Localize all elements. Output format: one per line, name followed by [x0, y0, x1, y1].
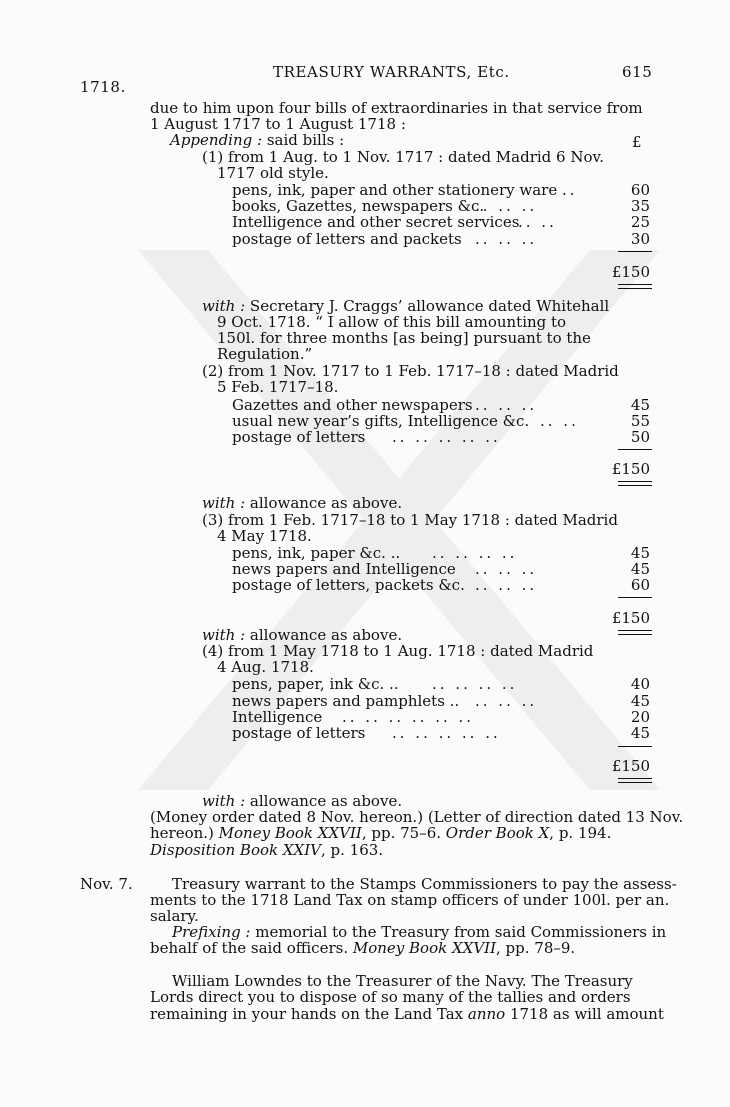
leader-dots: .. .. ..: [475, 576, 538, 594]
running-year: 1718.: [80, 78, 126, 96]
bill-heading: (4) from 1 May 1718 to 1 Aug. 1718 : dated Madrid: [202, 642, 594, 660]
sum-rule: [618, 597, 652, 598]
with-line: [202, 495, 402, 511]
with-label: with :: [202, 494, 246, 512]
bill-item: news papers and Intelligence: [232, 560, 456, 578]
with-text: allowance as above.: [245, 626, 403, 644]
entry-line: Treasury warrant to the Stamps Commissioners to pay the assess-: [172, 875, 677, 893]
entry-line: [150, 940, 575, 956]
entry-text: behalf of the said officers.: [150, 939, 353, 957]
entry-line: salary.: [150, 907, 199, 925]
total-double-rule: [618, 778, 652, 783]
entry-line: William Lowndes to the Treasurer of the Navy. The Treasury: [172, 972, 633, 990]
closing-text: hereon.): [150, 824, 219, 842]
leader-dots: .. .. ..: [475, 230, 538, 248]
bill-item: postage of letters: [232, 724, 366, 742]
total-double-rule: [618, 284, 652, 289]
with-line: [202, 298, 609, 314]
bill-heading: (2) from 1 Nov. 1717 to 1 Feb. 1717–18 : dated Madrid: [202, 362, 619, 380]
entry-text: 1718 as will amount: [505, 1005, 664, 1023]
bill-item: Intelligence: [232, 708, 323, 726]
bill-amount: 30: [630, 230, 650, 248]
bill-item: news papers and pamphlets ..: [232, 692, 460, 710]
entry-line: Lords direct you to dispose of so many of the tallies and orders: [150, 988, 631, 1006]
bill-item: postage of letters and packets: [232, 230, 462, 248]
with-line: [202, 627, 402, 643]
bill-total: £150: [611, 609, 650, 627]
bill-item: pens, ink, paper &c. ..: [232, 544, 401, 562]
bill-item: postage of letters: [232, 428, 366, 446]
bill-amount: 60: [630, 181, 650, 199]
bill-amount: 60: [630, 576, 650, 594]
intro-line: due to him upon four bills of extraordinaries in that service from: [150, 99, 643, 117]
appending-label: Appending :: [170, 131, 263, 149]
leader-dots: .. .. .. .. ..: [392, 428, 501, 446]
bill-item: usual new year’s gifts, Intelligence &c.: [232, 412, 530, 430]
with-text: Secretary J. Craggs’ allowance dated Whitehall: [245, 297, 610, 315]
bill-amount: 45: [630, 396, 650, 414]
closing-line: [150, 825, 611, 841]
closing-text: , p. 163.: [321, 841, 384, 859]
total-double-rule: [618, 481, 652, 486]
bill-amount: 25: [630, 213, 650, 231]
entry-line: [150, 1006, 664, 1022]
page-title: TREASURY WARRANTS, Etc.: [273, 63, 510, 81]
bill-heading: 4 Aug. 1718.: [217, 658, 314, 676]
leader-dots: ..: [562, 181, 578, 199]
with-label: with :: [202, 792, 246, 810]
entry-date: Nov. 7.: [80, 875, 133, 893]
bill-total: £150: [611, 757, 650, 775]
order-book-ref: Order Book X: [445, 824, 550, 842]
entry-line: [172, 924, 666, 940]
prefixing-label: Prefixing :: [172, 923, 251, 941]
closing-line: [150, 842, 383, 858]
leader-dots: .. .. .. ..: [432, 544, 518, 562]
bill-total: £150: [611, 263, 650, 281]
money-book-ref: Money Book XXVII: [218, 824, 362, 842]
bill-heading: 5 Feb. 1717–18.: [217, 378, 339, 396]
leader-dots: .. .. .. .. .. ..: [342, 708, 475, 726]
bill-item: Intelligence and other secret services: [232, 213, 520, 231]
entry-line: ments to the 1718 Land Tax on stamp officers of under 100l. per an.: [150, 891, 670, 909]
leader-dots: .. .. .. ..: [432, 675, 518, 693]
entry-text: , pp. 78–9.: [496, 939, 576, 957]
sum-rule: [618, 251, 652, 252]
appending-text: said bills :: [262, 131, 345, 149]
with-label: with :: [202, 626, 246, 644]
bill-item: pens, ink, paper and other stationery ware: [232, 181, 558, 199]
page-number: 615: [622, 63, 653, 81]
bill-heading: (1) from 1 Aug. to 1 Nov. 1717 : dated Madrid 6 Nov.: [202, 148, 604, 166]
bill-amount: 50: [630, 428, 650, 446]
closing-line: (Money order dated 8 Nov. hereon.) (Letter of direction dated 13 Nov.: [150, 808, 684, 826]
intro-line: 1 August 1717 to 1 August 1718 :: [150, 115, 406, 133]
bill-amount: 40: [630, 675, 650, 693]
currency-symbol: £: [632, 133, 642, 151]
with-line: 9 Oct. 1718. “ I allow of this bill amounting to: [217, 313, 567, 331]
with-text: allowance as above.: [245, 494, 403, 512]
bill-heading: 4 May 1718.: [217, 527, 312, 545]
bill-amount: 45: [630, 724, 650, 742]
entry-text: memorial to the Treasury from said Commissioners in: [250, 923, 667, 941]
bill-amount: 35: [630, 197, 650, 215]
bill-amount: 45: [630, 692, 650, 710]
leader-dots: .. .. ..: [475, 560, 538, 578]
leader-dots: .. .. .. .. ..: [392, 724, 501, 742]
with-line: 150l. for three months [as being] pursuant to the: [217, 329, 591, 347]
bill-item: Gazettes and other newspapers: [232, 396, 473, 414]
bill-total: £150: [611, 460, 650, 478]
leader-dots: .. .. ..: [475, 396, 538, 414]
bill-item: books, Gazettes, newspapers &c.: [232, 197, 485, 215]
leader-dots: .. .. ..: [475, 197, 538, 215]
sum-rule: [618, 449, 652, 450]
money-book-ref: Money Book XXVII: [352, 939, 497, 957]
with-line: Regulation.”: [217, 345, 313, 363]
closing-text: , p. 194.: [549, 824, 612, 842]
entry-text: remaining in your hands on the Land Tax: [150, 1005, 468, 1023]
with-line: [202, 793, 402, 809]
bill-item: postage of letters, packets &c.: [232, 576, 465, 594]
appending-line: [170, 132, 344, 148]
with-label: with :: [202, 297, 246, 315]
total-double-rule: [618, 630, 652, 635]
bill-item: pens, paper, ink &c. ..: [232, 675, 399, 693]
entry-text-italic: anno: [467, 1005, 506, 1023]
bill-amount: 55: [630, 412, 650, 430]
bill-amount: 20: [630, 708, 650, 726]
sum-rule: [618, 746, 652, 747]
with-text: allowance as above.: [245, 792, 403, 810]
leader-dots: .. .. ..: [475, 692, 538, 710]
bill-heading: (3) from 1 Feb. 1717–18 to 1 May 1718 : dated Madrid: [202, 511, 618, 529]
bill-amount: 45: [630, 560, 650, 578]
closing-text: , pp. 75–6.: [361, 824, 446, 842]
leader-dots: .. ..: [518, 213, 557, 231]
disposition-book-ref: Disposition Book XXIV: [150, 841, 321, 859]
bill-heading: 1717 old style.: [217, 164, 329, 182]
bill-amount: 45: [630, 544, 650, 562]
leader-dots: .. ..: [540, 412, 579, 430]
